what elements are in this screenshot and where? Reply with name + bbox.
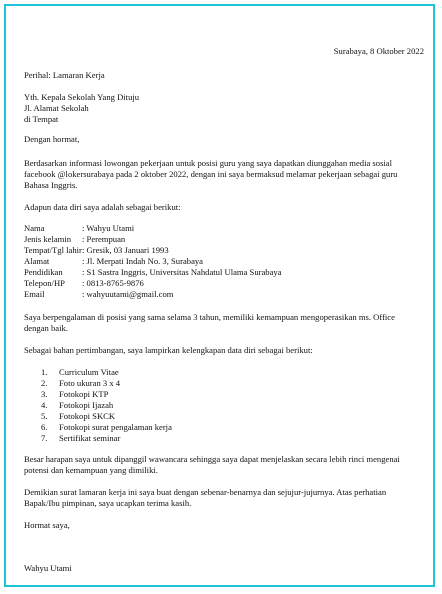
attachments-intro: Sebagai bahan pertimbangan, saya lampirkan kelengkapan data diri sebagai berikut: [24, 345, 313, 355]
recipient-block [24, 92, 424, 125]
list-number: 3. [41, 389, 48, 399]
intro-paragraph [24, 158, 424, 191]
regards: Hormat saya, [24, 520, 70, 530]
closing-line: Bapak/Ibu pimpinan, saya ucapkan terima kasih. [24, 498, 192, 508]
list-number: 1. [41, 367, 48, 377]
list-number: 7. [41, 433, 48, 443]
list-text: Foto ukuran 3 x 4 [59, 378, 121, 388]
personal-label: Telepon/HP [24, 278, 65, 288]
list-number: 6. [41, 422, 48, 432]
hope-paragraph [24, 454, 424, 476]
document-frame [4, 4, 435, 587]
personal-label: Nama [24, 223, 45, 233]
list-item [41, 411, 172, 422]
recipient-line: Jl. Alamat Sekolah [24, 103, 89, 113]
personal-row-gender [24, 234, 424, 245]
list-text: Fotokopi KTP [59, 389, 109, 399]
list-text: Sertifikat seminar [59, 433, 121, 443]
letter-date: Surabaya, 8 Oktober 2022 [333, 46, 424, 56]
greeting: Dengan hormat, [24, 134, 80, 144]
personal-label: Alamat [24, 256, 50, 266]
list-text: Fotokopi SKCK [59, 411, 116, 421]
closing-paragraph [24, 487, 424, 509]
personal-label: Pendidikan [24, 267, 63, 277]
personal-row-education [24, 267, 424, 278]
personal-row-address [24, 256, 424, 267]
personal-data-table [24, 223, 424, 300]
personal-value: : Perempuan [82, 234, 126, 244]
list-item [41, 389, 172, 400]
experience-paragraph [24, 312, 424, 334]
personal-value: : Jl. Merpati Indah No. 3, Surabaya [82, 256, 204, 266]
personal-row-name [24, 223, 424, 234]
intro-line: Bahasa Inggris. [24, 180, 78, 190]
attachments-list [41, 367, 172, 444]
list-text: Fotokopi Ijazah [59, 400, 114, 410]
signature-name: Wahyu Utami [24, 563, 72, 573]
personal-row-phone [24, 278, 424, 289]
list-item [41, 400, 172, 411]
list-item [41, 367, 172, 378]
hope-line: Besar harapan saya untuk dipanggil wawancara sehingga saya dapat menjelaskan secara lebih rinci mengenai [24, 454, 400, 464]
closing-line: Demikian surat lamaran kerja ini saya buat dengan sebenar-benarnya dan sejujur-jujurnya. Atas perhatian [24, 487, 387, 497]
list-text: Curriculum Vitae [59, 367, 119, 377]
experience-line: dengan baik. [24, 323, 68, 333]
personal-value: : Gresik, 03 Januari 1993 [82, 245, 169, 255]
intro-line: facebook @lokersurabaya pada 2 oktober 2022, dengan ini saya bermaksud melamar pekerjaan sebagai guru [24, 169, 398, 179]
list-number: 4. [41, 400, 48, 410]
recipient-line: Yth. Kepala Sekolah Yang Dituju [24, 92, 140, 102]
personal-value: : S1 Sastra Inggris, Universitas Nahdatul Ulama Surabaya [82, 267, 282, 277]
hope-line: potensi dan kemampuan yang dimiliki. [24, 465, 158, 475]
intro-line: Berdasarkan informasi lowongan pekerjaan untuk posisi guru yang saya dapatkan diunggahan media sosial [24, 158, 392, 168]
experience-line: Saya berpengalaman di posisi yang sama selama 3 tahun, memiliki kemampuan mengoperasikan ms. Office [24, 312, 395, 322]
personal-label: Email [24, 289, 45, 299]
list-number: 2. [41, 378, 48, 388]
personal-label: Jenis kelamin [24, 234, 72, 244]
personal-label: Tempat/Tgl lahir [24, 245, 82, 255]
list-item [41, 378, 172, 389]
data-intro: Adapun data diri saya adalah sebagai berikut: [24, 202, 181, 212]
letter-subject: Perihal: Lamaran Kerja [24, 70, 105, 80]
personal-value: : Wahyu Utami [82, 223, 135, 233]
personal-row-email [24, 289, 424, 300]
personal-value: : wahyuutami@gmail.com [82, 289, 174, 299]
list-item [41, 433, 172, 444]
personal-row-birth [24, 245, 424, 256]
recipient-line: di Tempat [24, 114, 59, 124]
list-item [41, 422, 172, 433]
personal-value: : 0813-8765-9876 [82, 278, 144, 288]
list-number: 5. [41, 411, 48, 421]
list-text: Fotokopi surat pengalaman kerja [59, 422, 172, 432]
